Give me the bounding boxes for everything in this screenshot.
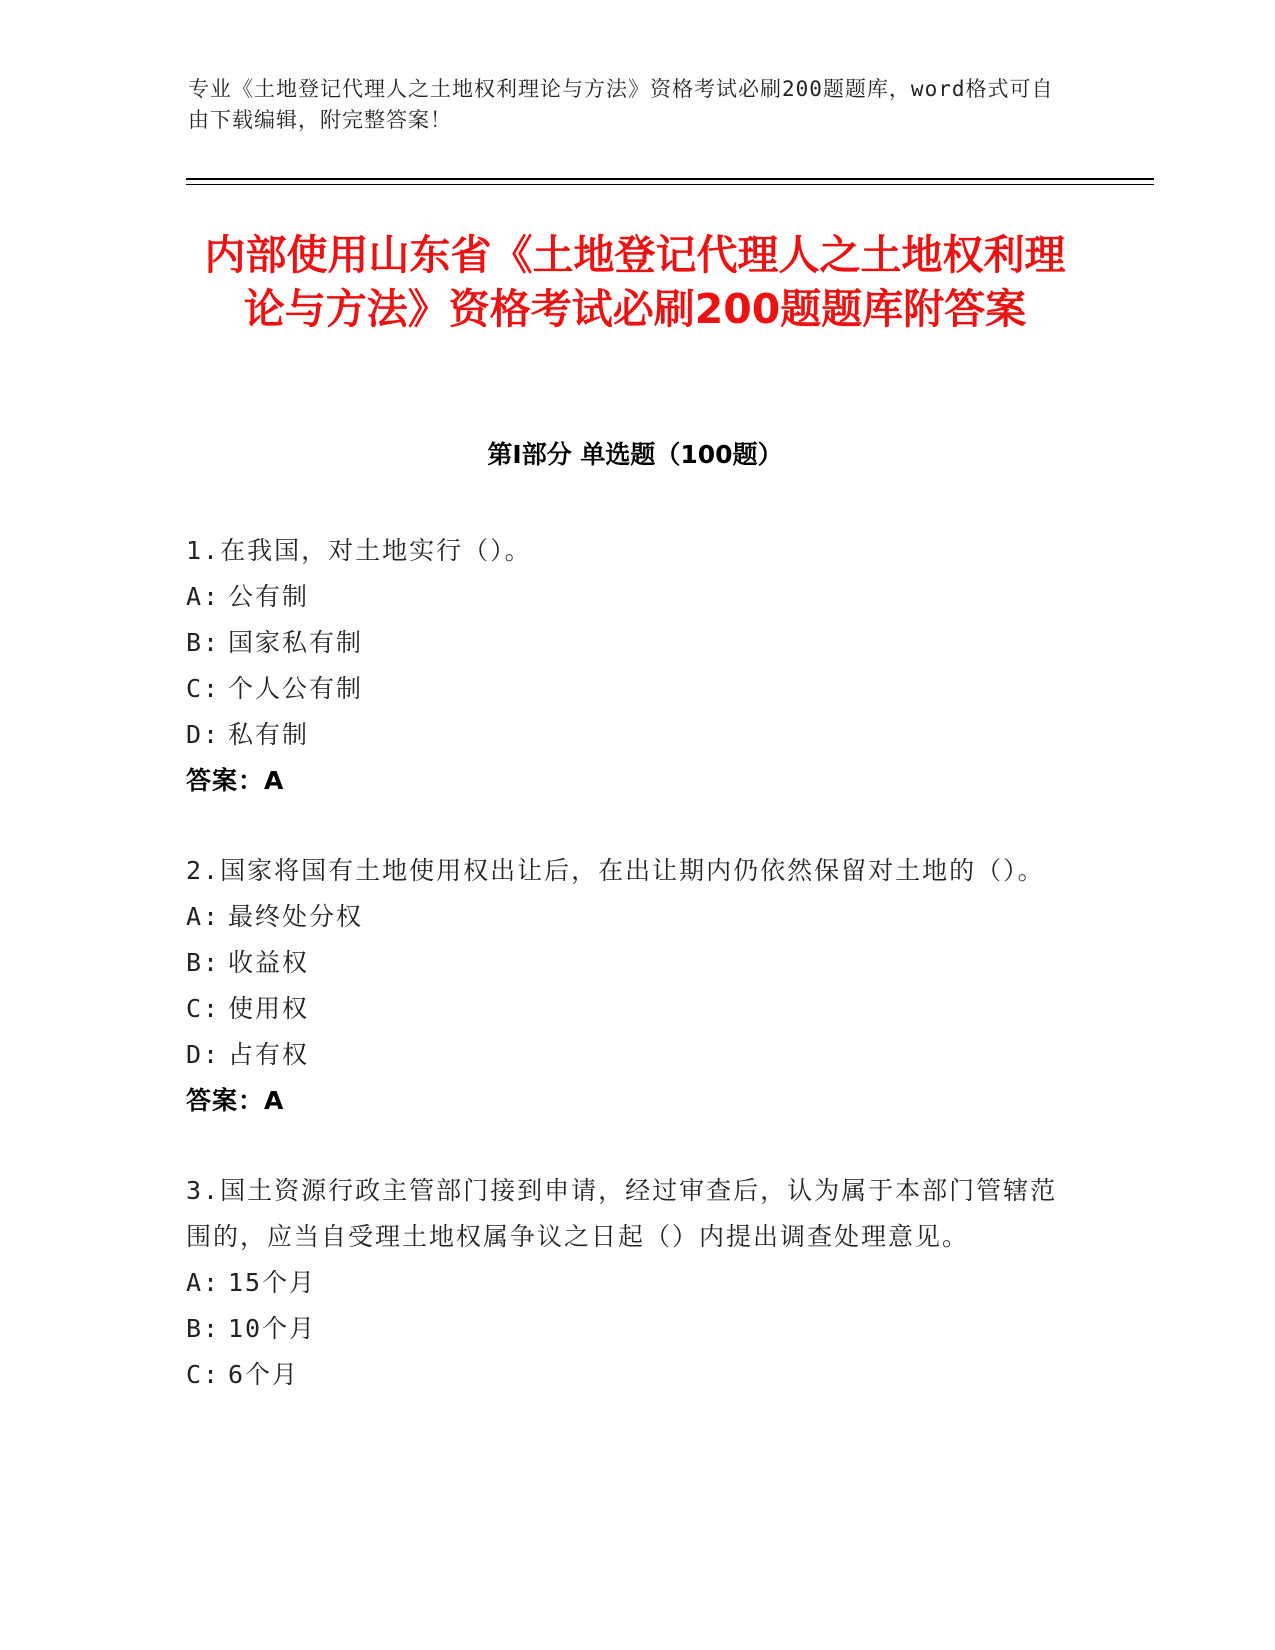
option-letter: B: bbox=[186, 1314, 221, 1343]
question-stem: 3.国土资源行政主管部门接到申请，经过审查后，认为属于本部门管辖范围的，应当自受理土地权属争议之日起（）内提出调查处理意见。 bbox=[186, 1176, 1058, 1251]
option-b bbox=[186, 940, 1066, 986]
question-1 bbox=[186, 528, 1066, 804]
header-rule-thin bbox=[186, 184, 1154, 185]
option-c bbox=[186, 666, 1066, 712]
option-letter: B: bbox=[186, 628, 221, 657]
option-b bbox=[186, 1306, 1066, 1352]
option-text: 10个月 bbox=[228, 1314, 317, 1343]
section-heading: 第Ⅰ部分 单选题（100题） bbox=[487, 440, 783, 469]
option-a bbox=[186, 1260, 1066, 1306]
question-stem: 1.在我国，对土地实行（）。 bbox=[186, 536, 532, 565]
option-letter: D: bbox=[186, 1040, 221, 1069]
option-text: 公有制 bbox=[228, 582, 310, 611]
option-a bbox=[186, 894, 1066, 940]
option-text: 占有权 bbox=[228, 1040, 310, 1069]
document-title: 内部使用山东省《土地登记代理人之土地权利理论与方法》资格考试必刷200题题库附答案 bbox=[204, 231, 1066, 333]
option-letter: D: bbox=[186, 720, 221, 749]
option-text: 使用权 bbox=[228, 994, 310, 1023]
option-text: 收益权 bbox=[228, 948, 310, 977]
option-letter: B: bbox=[186, 948, 221, 977]
option-letter: C: bbox=[186, 994, 221, 1023]
option-letter: C: bbox=[186, 1360, 221, 1389]
option-text: 国家私有制 bbox=[228, 628, 364, 657]
option-text: 6个月 bbox=[228, 1360, 300, 1389]
option-letter: C: bbox=[186, 674, 221, 703]
option-text: 个人公有制 bbox=[228, 674, 364, 703]
option-d bbox=[186, 712, 1066, 758]
answer-line: 答案：A bbox=[186, 766, 285, 795]
question-stem: 2.国家将国有土地使用权出让后，在出让期内仍依然保留对土地的（）。 bbox=[186, 856, 1045, 885]
answer-line: 答案：A bbox=[186, 1086, 285, 1115]
option-b bbox=[186, 620, 1066, 666]
question-list bbox=[186, 528, 1066, 1442]
option-letter: A: bbox=[186, 1268, 221, 1297]
question-3 bbox=[186, 1168, 1066, 1398]
option-text: 15个月 bbox=[228, 1268, 317, 1297]
question-2 bbox=[186, 848, 1066, 1124]
option-letter: A: bbox=[186, 582, 221, 611]
option-d bbox=[186, 1032, 1066, 1078]
option-a bbox=[186, 574, 1066, 620]
option-text: 私有制 bbox=[228, 720, 310, 749]
header-note: 专业《土地登记代理人之土地权利理论与方法》资格考试必刷200题题库，word格式可自由下载编辑，附完整答案！ bbox=[188, 77, 1054, 132]
option-letter: A: bbox=[186, 902, 221, 931]
header-rule-thick bbox=[186, 178, 1154, 180]
option-text: 最终处分权 bbox=[228, 902, 364, 931]
option-c bbox=[186, 986, 1066, 1032]
option-c bbox=[186, 1352, 1066, 1398]
